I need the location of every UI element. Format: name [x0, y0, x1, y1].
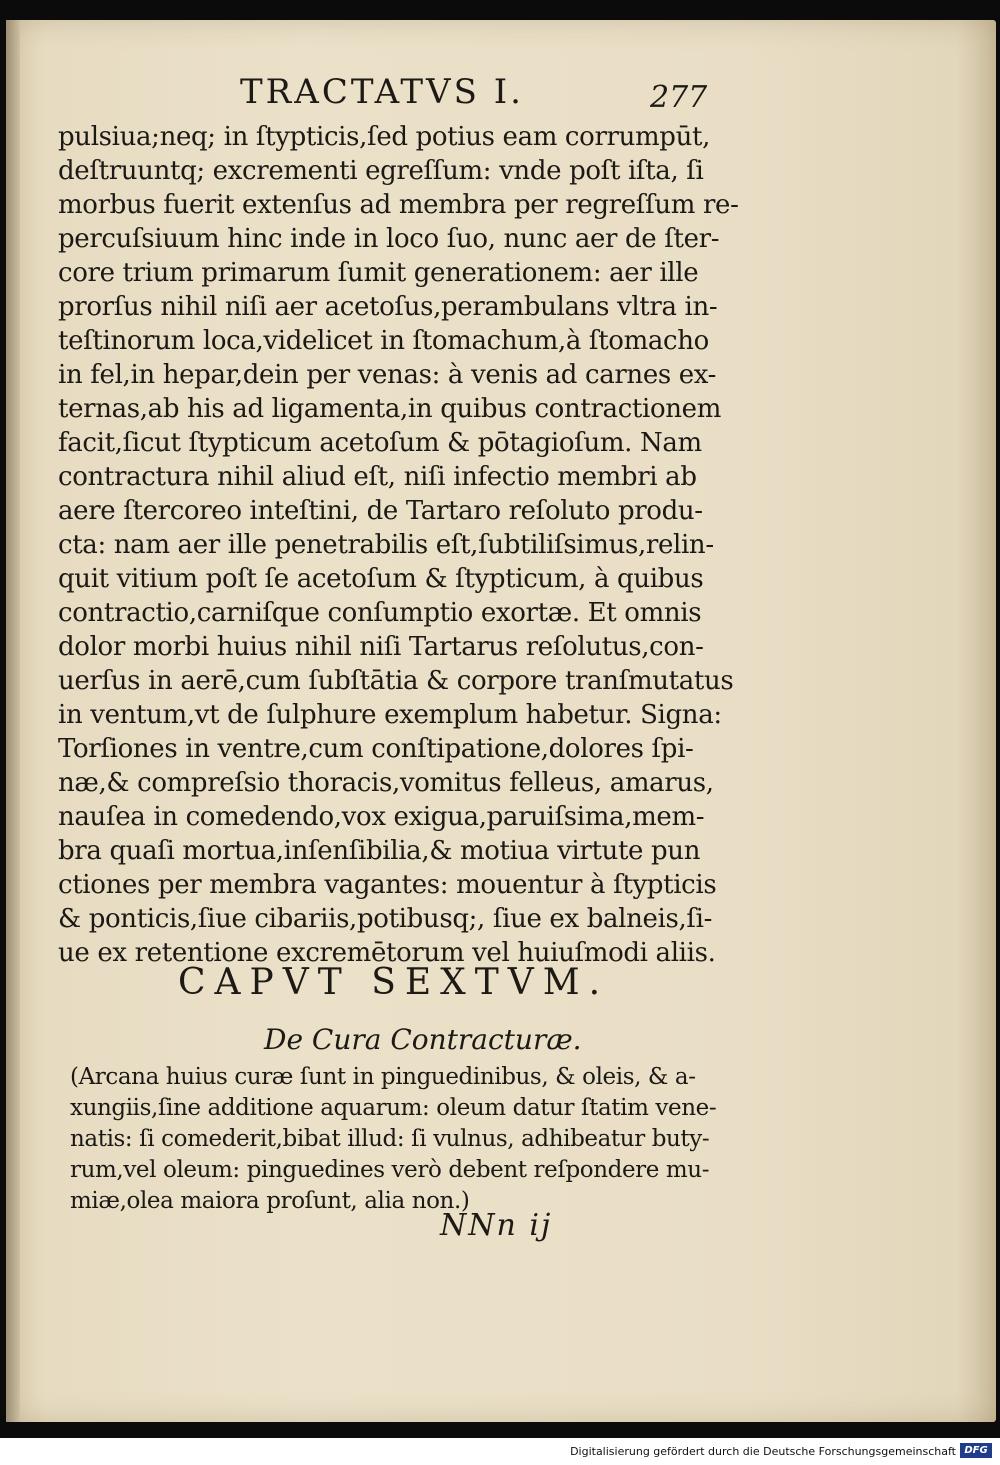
text-line: ue ex retentione excremētorum vel huiuſmodi aliis.: [58, 938, 716, 968]
text-line: deſtruuntq; excrementi egreſſum: vnde poſt iſta, ſi: [58, 156, 704, 186]
text-line: facit,ſicut ſtypticum acetoſum & pōtagioſum. Nam: [58, 428, 702, 458]
text-line: miæ,olea maiora proſunt, alia non.): [70, 1188, 470, 1214]
text-line: Torſiones in ventre,cum conſtipatione,dolores ſpi-: [58, 734, 694, 764]
dfg-logo-icon: DFG: [960, 1443, 992, 1458]
text-line: quit vitium poſt ſe acetoſum & ſtypticum, à quibus: [58, 564, 704, 594]
arcana-paragraph: [70, 1062, 717, 1217]
text-line: xungiis,ſine additione aquarum: oleum datur ſtatim vene-: [70, 1095, 717, 1121]
text-line: cta: nam aer ille penetrabilis eſt,ſubtiliſsimus,relin-: [58, 530, 714, 560]
text-line: rum,vel oleum: pinguedines verò debent reſpondere mu-: [70, 1157, 710, 1183]
chapter-subtitle: De Cura Contracturæ.: [264, 1023, 582, 1056]
text-line: næ,& compreſsio thoracis,vomitus felleus, amarus,: [58, 768, 714, 798]
text-line: bra quaſi mortua,inſenſibilia,& motiua virtute pun: [58, 836, 701, 866]
text-line: contractura nihil aliud eſt, niſi infectio membri ab: [58, 462, 697, 492]
text-line: uerſus in aerē,cum ſubſtātia & corpore tranſmutatus: [58, 666, 734, 696]
page-number: 277: [650, 80, 708, 115]
text-line: in ventum,vt de ſulphure exemplum habetur. Signa:: [58, 700, 722, 730]
text-line: contractio,carniſque conſumptio exortæ. Et omnis: [58, 598, 702, 628]
text-line: dolor morbi huius nihil niſi Tartarus reſolutus,con-: [58, 632, 704, 662]
text-line: pulsiua;neq; in ſtypticis,ſed potius eam corrumpūt,: [58, 122, 711, 152]
page-binding-edge: [6, 20, 20, 1422]
text-line: & ponticis,ſiue cibariis,potibusq;, ſiue ex balneis,ſi-: [58, 904, 713, 934]
text-line: morbus fuerit extenſus ad membra per regreſſum re-: [58, 190, 739, 220]
chapter-title: CAPVT SEXTVM.: [178, 962, 610, 1003]
body-text: [58, 120, 739, 970]
running-head: TRACTATVS I.: [240, 72, 524, 112]
text-line: ternas,ab his ad ligamenta,in quibus contractionem: [58, 394, 722, 424]
footer-bar: [0, 1438, 1000, 1465]
text-line: percuſsiuum hinc inde in loco ſuo, nunc aer de ſter-: [58, 224, 720, 254]
text-line: prorſus nihil niſi aer acetoſus,perambulans vltra in-: [58, 292, 718, 322]
text-line: aere ſtercoreo inteſtini, de Tartaro reſoluto produ-: [58, 496, 703, 526]
text-line: (Arcana huius curæ ſunt in pinguedinibus, & oleis, & a-: [70, 1064, 696, 1090]
text-line: nauſea in comedendo,vox exigua,paruiſsima,mem-: [58, 802, 705, 832]
signature-mark: NNn ij: [440, 1208, 553, 1243]
dfg-credit: Digitalisierung gefördert durch die Deutsche Forschungsgemeinschaft: [570, 1445, 956, 1458]
text-line: in fel,in hepar,dein per venas: à venis ad carnes ex-: [58, 360, 717, 390]
text-line: core trium primarum ſumit generationem: aer ille: [58, 258, 699, 288]
text-line: teſtinorum loca,videlicet in ſtomachum,à ſtomacho: [58, 326, 709, 356]
text-line: ctiones per membra vagantes: mouentur à ſtypticis: [58, 870, 717, 900]
text-line: natis: ſi comederit,bibat illud: ſi vulnus, adhibeatur buty-: [70, 1126, 710, 1152]
